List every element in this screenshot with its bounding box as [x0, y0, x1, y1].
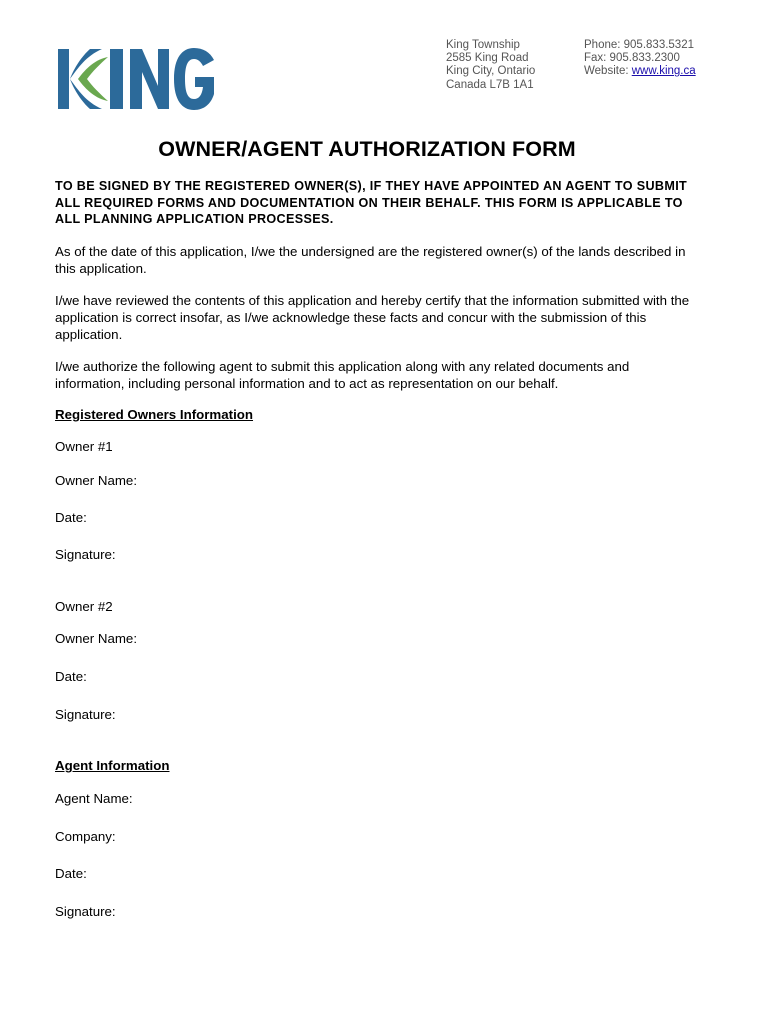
website-label: Website:	[584, 65, 632, 78]
owner1-label: Owner #1	[55, 439, 113, 454]
agent-name-field[interactable]: Agent Name:	[55, 791, 133, 806]
agent-company-field[interactable]: Company:	[55, 829, 116, 844]
owner2-signature-field[interactable]: Signature:	[55, 707, 116, 722]
king-township-logo	[56, 46, 218, 112]
agent-section-heading: Agent Information	[55, 758, 170, 773]
signing-instructions: TO BE SIGNED BY THE REGISTERED OWNER(S), IF THEY HAVE APPOINTED AN AGENT TO SUBMIT ALL REQUIRED FORMS AND DOCUMENTATION ON THEIR BEHALF. THIS FORM IS APPLICABLE TO ALL PLANNING APPLICATION PROCESSES.	[55, 179, 688, 226]
owner2-name-field[interactable]: Owner Name:	[55, 631, 138, 646]
website-link[interactable]: www.king.ca	[631, 65, 696, 78]
agent-signature-field[interactable]: Signature:	[55, 904, 116, 919]
owner1-signature-field[interactable]: Signature:	[55, 547, 116, 562]
owner1-date-field[interactable]: Date:	[55, 510, 87, 525]
owners-section-heading: Registered Owners Information	[55, 407, 254, 422]
township-address	[446, 39, 535, 92]
address-line: King Township	[446, 39, 520, 51]
phone-number: Phone: 905.833.5321	[584, 39, 694, 51]
certification-statement: I/we have reviewed the contents of this application and hereby certify that the information submitted with the application is correct insofar, as I/we acknowledge these facts and concur with the submission of this application.	[55, 293, 690, 342]
authorization-statement: I/we authorize the following agent to submit this application along with any related documents and information, including personal information and to act as representation on our behalf.	[55, 359, 630, 391]
address-line: 2585 King Road	[446, 52, 529, 65]
fax-number: Fax: 905.833.2300	[584, 52, 680, 65]
owner2-date-field[interactable]: Date:	[55, 669, 87, 684]
address-line: King City, Ontario	[446, 65, 536, 78]
owner2-label: Owner #2	[55, 599, 113, 614]
ownership-statement: As of the date of this application, I/we the undersigned are the registered owner(s) of the lands described in this application.	[55, 244, 686, 276]
owner1-name-field[interactable]: Owner Name:	[55, 473, 138, 488]
agent-date-field[interactable]: Date:	[55, 866, 87, 881]
address-line: Canada L7B 1A1	[446, 78, 534, 91]
township-contact	[584, 39, 696, 79]
form-title: OWNER/AGENT AUTHORIZATION FORM	[158, 137, 576, 161]
website-line	[584, 65, 696, 78]
